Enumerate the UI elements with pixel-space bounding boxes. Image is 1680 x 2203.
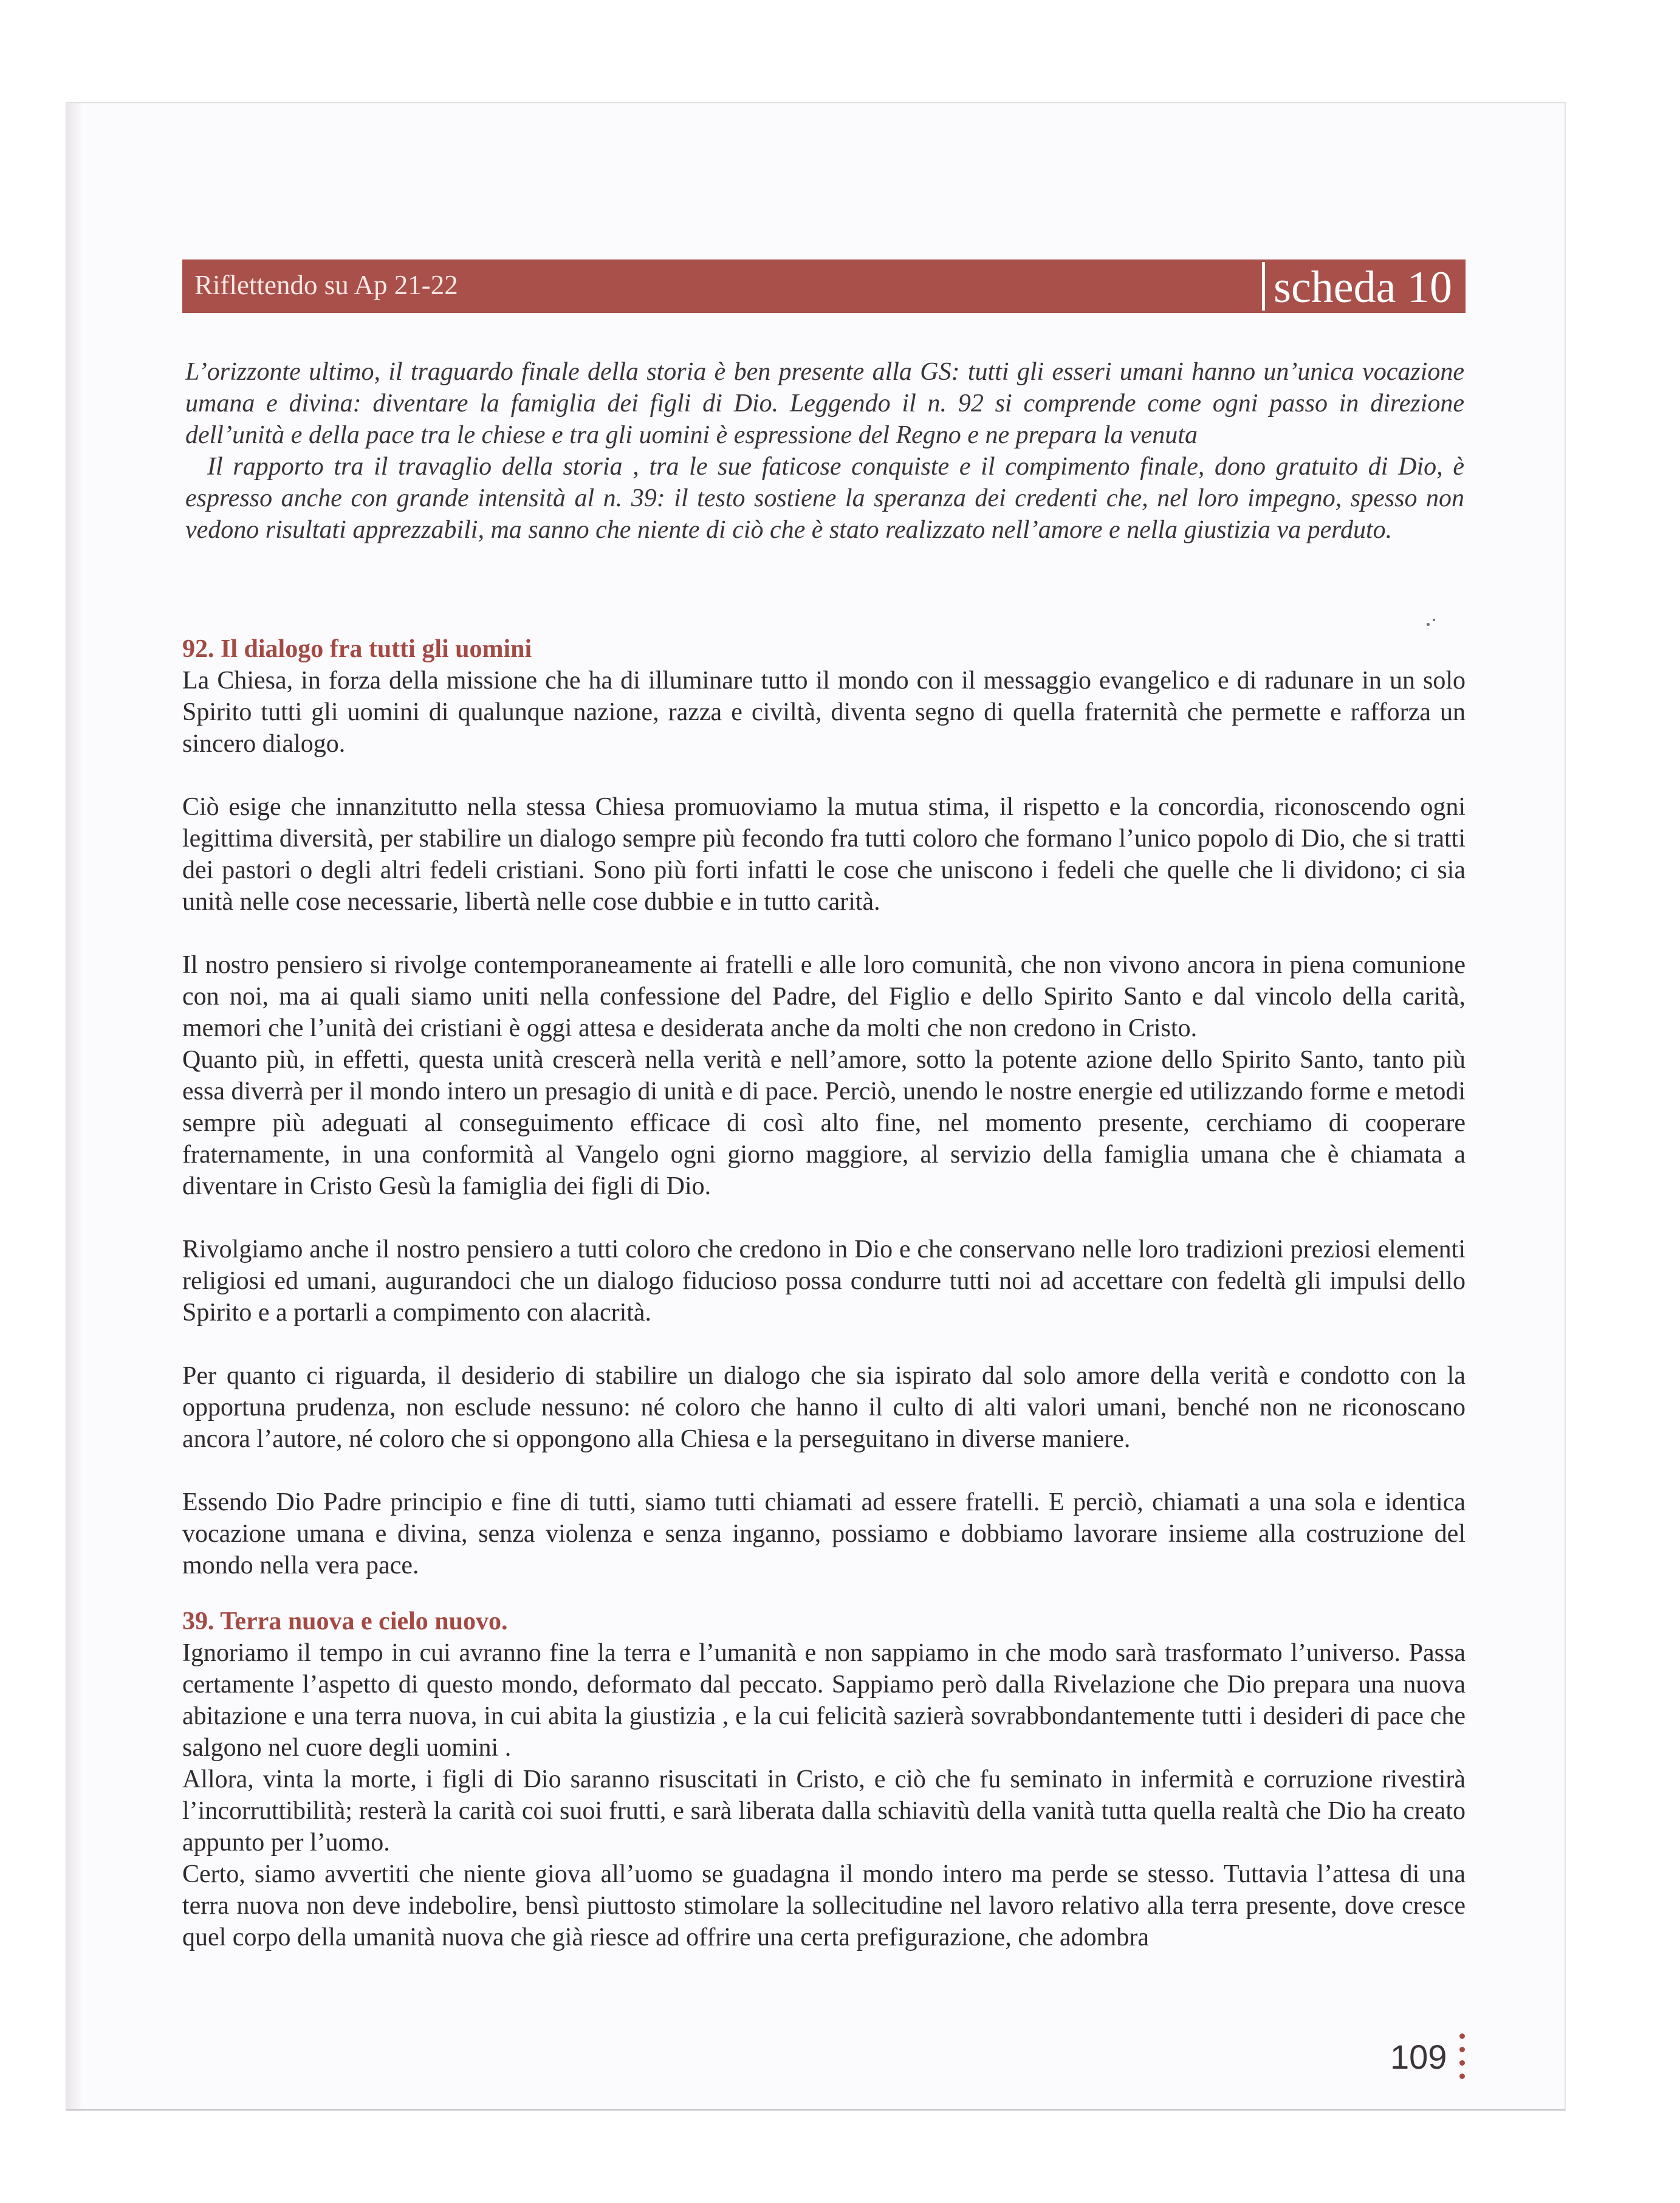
intro-paragraph: Il rapporto tra il travaglio della storia , tra le sue faticose conquiste e il compimento finale, dono gratuito di Dio, è espresso anche con grande intensità al n. 39: il testo sostiene la speranza dei credenti che, nel loro impegno, spesso non vedono risultati apprezzabili, ma sanno che niente di ciò che è stato realizzato nell’amore e nella giustizia va perduto. [185, 453, 1464, 544]
intro-paragraph: L’orizzonte ultimo, il traguardo finale della storia è ben presente alla GS: tutti gli esseri umani hanno un’unica vocazione umana e divina: diventare la famiglia dei figli di Dio. Leggendo il n. 92 si comprende come ogni passo in direzione dell’unità e della pace tra le chiese e tra gli uomini è espressione del Regno e ne prepara la venuta [185, 358, 1464, 449]
intro-block [185, 356, 1464, 546]
ornament-dot [1459, 2074, 1465, 2079]
body-paragraph: Certo, siamo avvertiti che niente giova all’uomo se guadagna il mondo intero ma perde se stesso. Tuttavia l’attesa di una terra nuova non deve indebolire, bensì piuttosto stimolare la sollecitudine nel lavoro relativo alla terra presente, dove cresce quel corpo della umanità nuova che già riesce ad offrire una certa prefigurazione, che adombra [182, 1860, 1466, 1951]
body-paragraph: Ciò esige che innanzitutto nella stessa Chiesa promuoviamo la mutua stima, il rispetto e la concordia, riconoscendo ogni legittima diversità, per stabilire un dialogo sempre più fecondo fra tutti coloro che formano l’unico popolo di Dio, che si tratti dei pastori o degli altri fedeli cristiani. Sono più forti infatti le cose che uniscono i fedeli che quelle che li dividono; ci sia unità nelle cose necessarie, libertà nelle cose dubbie e in tutto carità. [182, 793, 1466, 916]
body-paragraph: La Chiesa, in forza della missione che ha di illuminare tutto il mondo con il messaggio evangelico e di radunare in un solo Spirito tutti gli uomini di qualunque nazione, razza e civiltà, diventa segno di quella fraternità che permette e rafforza un sincero dialogo. [182, 667, 1466, 758]
header-scheda-label: scheda 10 [1262, 262, 1461, 311]
body-paragraph: Ignoriamo il tempo in cui avranno fine la terra e l’umanità e non sappiamo in che modo sarà trasformato l’universo. Passa certamente l’aspetto di questo mondo, deformato dal peccato. Sappiamo però dalla Rivelazione che Dio prepara una nuova abitazione e una terra nuova, in cui abita la giustizia , e la cui felicità sazierà sovrabbondantemente tutti i desideri di pace che salgono nel cuore degli uomini . [182, 1639, 1466, 1762]
scan-speck [1427, 623, 1430, 626]
ornament-dot [1459, 2047, 1465, 2052]
section-92-heading: 92. Il dialogo fra tutti gli uomini [182, 635, 532, 663]
header-band [182, 259, 1466, 313]
page-number-dots-ornament [1459, 2033, 1466, 2087]
ornament-dot [1459, 2033, 1465, 2039]
ornament-dot [1459, 2060, 1465, 2066]
header-section-label: Riflettendo su Ap 21-22 [194, 270, 458, 300]
scan-speck [1433, 619, 1435, 621]
body-paragraph: Essendo Dio Padre principio e fine di tutti, siamo tutti chiamati ad essere fratelli. E perciò, chiamati a una sola e identica vocazione umana e divina, senza violenza e senza inganno, possiamo e dobbiamo lavorare insieme alla costruzione del mondo nella vera pace. [182, 1488, 1466, 1579]
page-number: 109 [1390, 2038, 1447, 2076]
main-text [182, 633, 1466, 1953]
body-paragraph: Rivolgiamo anche il nostro pensiero a tutti coloro che credono in Dio e che conservano nelle loro tradizioni preziosi elementi religiosi ed umani, augurandoci che un dialogo fiducioso possa condurre tutti noi ad accettare con fedeltà gli impulsi dello Spirito e a portarli a compimento con alacrità. [182, 1236, 1466, 1327]
page-spine-shadow [66, 103, 83, 2109]
body-paragraph: Il nostro pensiero si rivolge contemporaneamente ai fratelli e alle loro comunità, che non vivono ancora in piena comunione con noi, ma ai quali siamo uniti nella confessione del Padre, del Figlio e dello Spirito Santo e dal vincolo della carità, memori che l’unità dei cristiani è oggi attesa e desiderata anche da molti che non credono in Cristo. [182, 951, 1466, 1042]
body-paragraph: Allora, vinta la morte, i figli di Dio saranno risuscitati in Cristo, e ciò che fu seminato in infermità e corruzione rivestirà l’incorruttibilità; resterà la carità coi suoi frutti, e sarà liberata dalla schiavitù della vanità tutta quella realtà che Dio ha creato appunto per l’uomo. [182, 1765, 1466, 1857]
body-paragraph: Quanto più, in effetti, questa unità crescerà nella verità e nell’amore, sotto la potente azione dello Spirito Santo, tanto più essa diverrà per il mondo intero un presagio di unità e di pace. Perciò, unendo le nostre energie ed utilizzando forme e metodi sempre più adeguati al conseguimento efficace di così alto fine, nel momento presente, cerchiamo di cooperare fraternamente, in una conformità al Vangelo ogni giorno maggiore, al servizio della famiglia umana che è chiamata a diventare in Cristo Gesù la famiglia dei figli di Dio. [182, 1046, 1466, 1200]
section-39-heading: 39. Terra nuova e cielo nuovo. [182, 1607, 508, 1635]
body-paragraph: Per quanto ci riguarda, il desiderio di stabilire un dialogo che sia ispirato dal solo amore della verità e condotto con la opportuna prudenza, non esclude nessuno: né coloro che hanno il culto di alti valori umani, benché non ne riconoscano ancora l’autore, né coloro che si oppongono alla Chiesa e la perseguitano in diverse maniere. [182, 1362, 1466, 1453]
